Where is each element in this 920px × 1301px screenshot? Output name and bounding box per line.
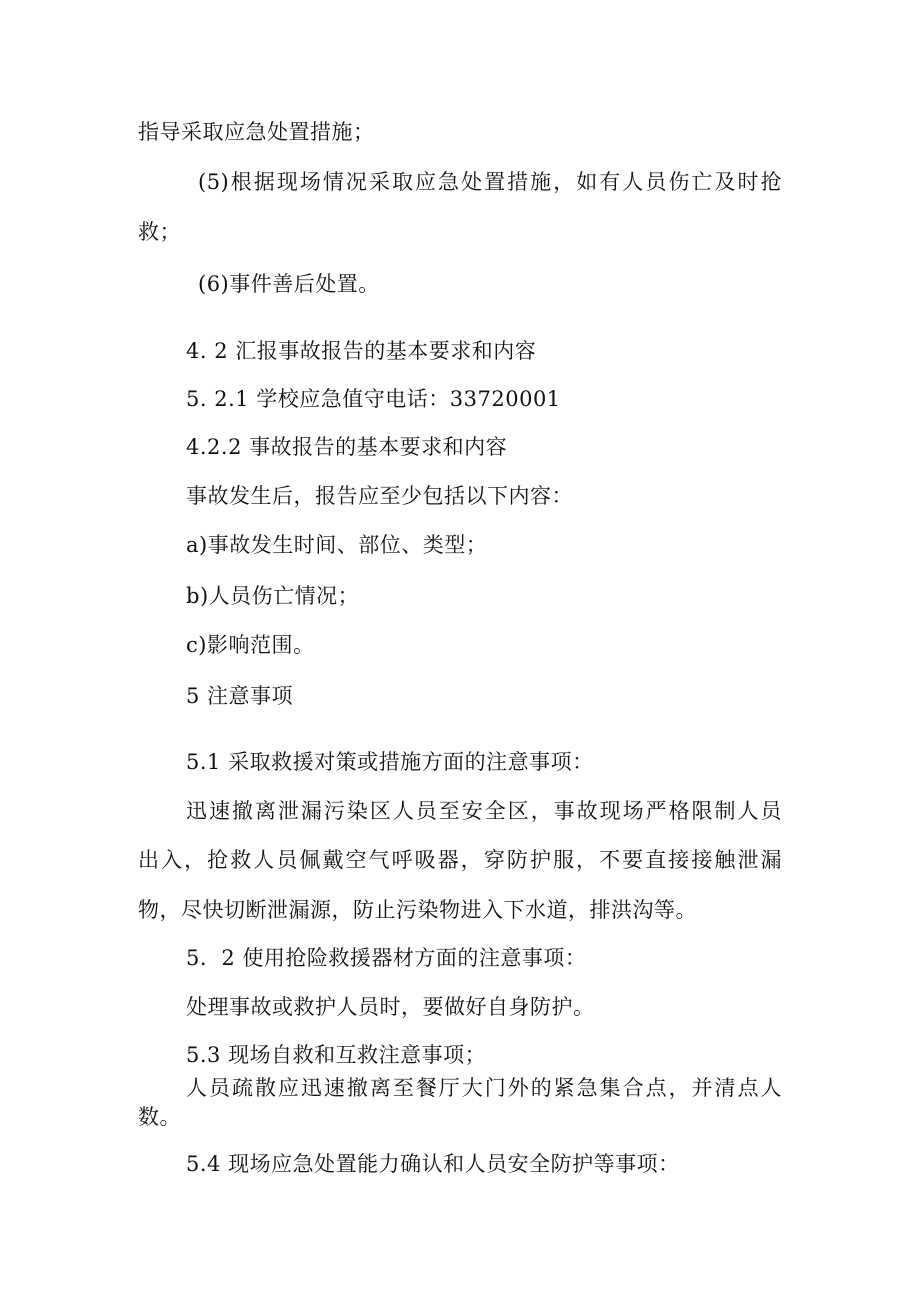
section-heading-5-2: 5．2 使用抢险救援器材方面的注意事项： bbox=[186, 946, 587, 970]
text-line-duty-phone: 5. 2.1 学校应急值守电话：33720001 bbox=[186, 387, 561, 411]
section-heading-4-2: 4. 2 汇报事故报告的基本要求和内容 bbox=[186, 339, 537, 363]
text-line-3: 救； bbox=[138, 220, 181, 244]
text-line-2: (5)根据现场情况采取应急处置措施，如有人员伤亡及时抢 bbox=[198, 170, 782, 194]
text-line-15: 出入，抢救人员佩戴空气呼吸器，穿防护服，不要直接接触泄漏 bbox=[138, 848, 782, 872]
section-heading-5: 5 注意事项 bbox=[186, 684, 294, 708]
text-line-21: 数。 bbox=[138, 1105, 181, 1129]
text-line-18: 处理事故或救护人员时，要做好自身防护。 bbox=[186, 995, 595, 1019]
section-heading-5-3: 5.3 现场自救和互救注意事项； bbox=[186, 1043, 487, 1067]
section-heading-5-1: 5.1 采取救援对策或措施方面的注意事项： bbox=[186, 750, 594, 774]
section-heading-5-4: 5.4 现场应急处置能力确认和人员安全防护等事项： bbox=[186, 1152, 680, 1176]
list-item-c: c)影响范围。 bbox=[186, 633, 315, 657]
text-line-20: 人员疏散应迅速撤离至餐厅大门外的紧急集合点，并清点人 bbox=[186, 1076, 782, 1100]
list-item-b: b)人员伤亡情况； bbox=[186, 584, 360, 608]
list-item-a: a)事故发生时间、部位、类型； bbox=[186, 533, 488, 557]
text-line-14: 迅速撤离泄漏污染区人员至安全区，事故现场严格限制人员 bbox=[186, 799, 782, 823]
text-line-1: 指导采取应急处置措施； bbox=[138, 120, 375, 144]
section-heading-4-2-2: 4.2.2 事故报告的基本要求和内容 bbox=[186, 435, 508, 459]
text-line-4: (6)事件善后处置。 bbox=[198, 272, 380, 296]
text-line-16: 物，尽快切断泄漏源，防止污染物进入下水道，排洪沟等。 bbox=[138, 898, 697, 922]
text-line-8: 事故发生后，报告应至少包括以下内容： bbox=[186, 484, 573, 508]
